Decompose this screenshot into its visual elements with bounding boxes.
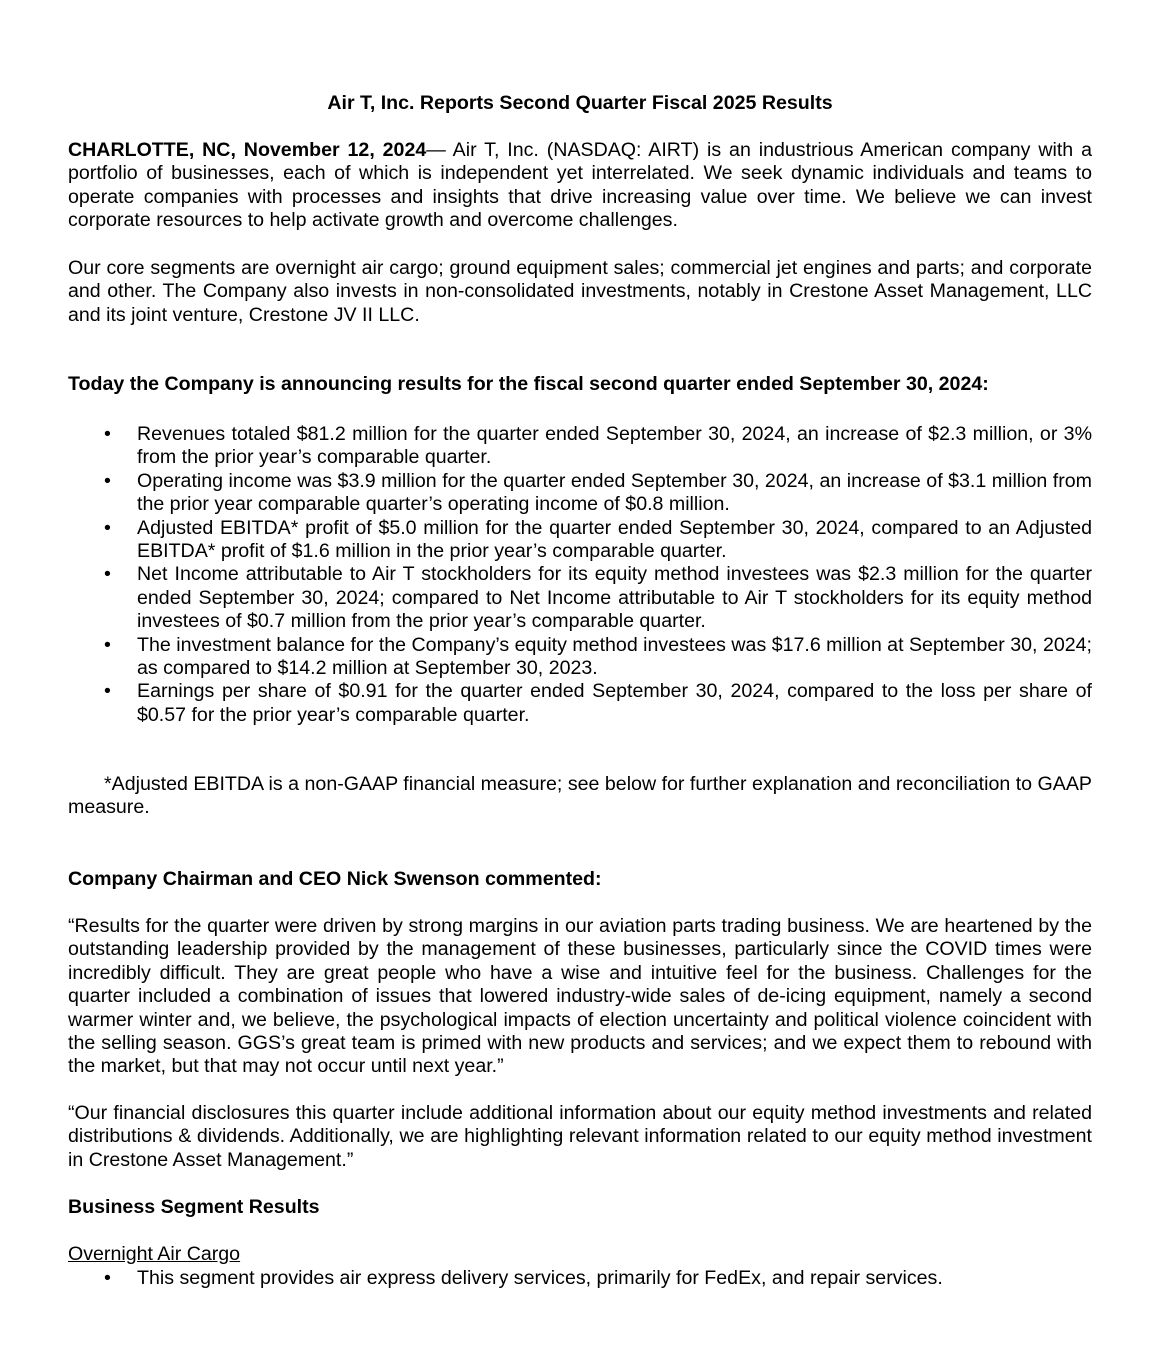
results-heading: Today the Company is announcing results for the fiscal second quarter ended September 30, 2024: — [68, 373, 989, 395]
segment-list — [68, 1267, 1092, 1290]
list-item: • Adjusted EBITDA* profit of $5.0 million for the quarter ended September 30, 2024, compared to an Adjusted EBITDA* profit of $1.6 million in the prior year’s comparable quarter. — [104, 516, 1092, 563]
segments-paragraph: Our core segments are overnight air cargo; ground equipment sales; commercial jet engines and parts; and corporate and other. The Company also invests in non-consolidated investments, notably in Crestone Asset Management, LLC and its joint venture, Crestone JV II LLC. — [68, 257, 1092, 326]
list-item: • Earnings per share of $0.91 for the quarter ended September 30, 2024, compared to the loss per share of $0.57 for the prior year’s comparable quarter. — [104, 680, 1092, 726]
intro-paragraph — [68, 139, 1092, 233]
list-item: • The investment balance for the Company’s equity method investees was $17.6 million at September 30, 2024; as compared to $14.2 million at September 30, 2023. — [104, 633, 1092, 680]
segment-heading: Business Segment Results — [68, 1196, 320, 1218]
list-item: • Net Income attributable to Air T stockholders for its equity method investees was $2.3 million for the quarter ended September 30, 2024; compared to Net Income attributable to Air T stockholders for its equity method investees of $0.7 million from the prior year’s comparable quarter. — [104, 563, 1092, 633]
ceo-heading: Company Chairman and CEO Nick Swenson commented: — [68, 868, 602, 890]
intro-text: — Air T, Inc. (NASDAQ: AIRT) is an industrious American company with a portfolio of businesses, each of which is independent yet interrelated. We seek dynamic individuals and teams to operate companies with processes and insights that drive increasing value over time. We believe we can invest corporate resources to help activate growth and overcome challenges. — [68, 139, 1092, 232]
bullet-icon: • — [104, 469, 111, 492]
results-list — [68, 423, 1092, 727]
dateline: CHARLOTTE, NC, November 12, 2024 — [68, 139, 427, 161]
ceo-quote-1: “Results for the quarter were driven by strong margins in our aviation parts trading business. We are heartened by the outstanding leadership provided by the management of these businesses, particularly since the COVID times were incredibly difficult. They are great people who have a wise and intuitive feel for the business. Challenges for the quarter included a combination of issues that lowered industry-wide sales of de-icing equipment, namely a second warmer winter and, we believe, the psychological impacts of election uncertainty and political violence coincident with the selling season. GGS’s great team is primed with new products and services; and we expect them to rebound with the market, but that may not occur until next year.” — [68, 915, 1092, 1078]
segment-subheading: Overnight Air Cargo — [68, 1243, 241, 1265]
ceo-quote-2: “Our financial disclosures this quarter include additional information about our equity method investments and related distributions & dividends. Additionally, we are highlighting relevant information related to our equity method investment in Crestone Asset Management.” — [68, 1102, 1092, 1171]
bullet-icon: • — [104, 633, 111, 656]
bullet-icon: • — [104, 563, 111, 586]
list-item: • This segment provides air express delivery services, primarily for FedEx, and repair services. — [104, 1267, 943, 1289]
list-item: • Operating income was $3.9 million for the quarter ended September 30, 2024, an increase of $3.1 million from the prior year comparable quarter’s operating income of $0.8 million. — [104, 469, 1092, 516]
bullet-icon: • — [104, 680, 111, 703]
footnote: *Adjusted EBITDA is a non-GAAP financial measure; see below for further explanation and reconciliation to GAAP measure. — [68, 773, 1092, 819]
bullet-icon: • — [104, 423, 111, 445]
bullet-icon: • — [104, 516, 111, 539]
bullet-icon: • — [104, 1267, 111, 1289]
page-title: Air T, Inc. Reports Second Quarter Fiscal 2025 Results — [327, 92, 833, 114]
list-item: • Revenues totaled $81.2 million for the quarter ended September 30, 2024, an increase of $2.3 million, or 3% from the prior year’s comparable quarter. — [104, 423, 1092, 469]
